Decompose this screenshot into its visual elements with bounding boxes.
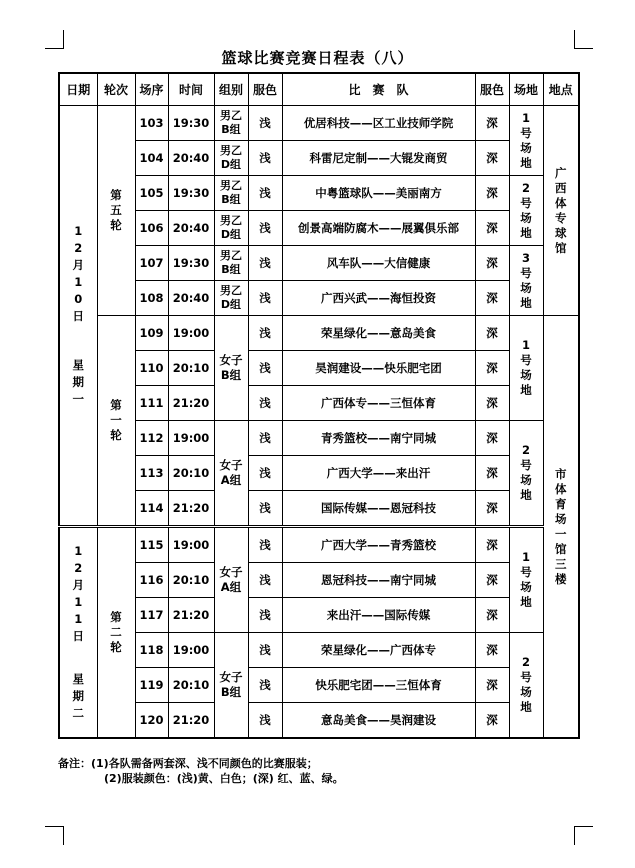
- court-cell: 1号场地: [509, 316, 543, 421]
- matchup: 快乐肥宅团——三恒体育: [282, 668, 475, 703]
- weekday-text: 星 期 二: [72, 672, 84, 720]
- color-away: 深: [475, 281, 509, 316]
- game-no: 120: [135, 703, 168, 739]
- game-no: 119: [135, 668, 168, 703]
- table-row: [59, 598, 579, 633]
- header-venue: 地点: [543, 73, 579, 106]
- matchup: 荣星绿化——广西体专: [282, 633, 475, 668]
- venue-cell: 广西体专球馆: [543, 106, 579, 316]
- color-away: 深: [475, 316, 509, 351]
- game-time: 19:30: [168, 106, 214, 141]
- matchup: 科雷尼定制——大锟发商贸: [282, 141, 475, 176]
- round-cell: 第五轮: [97, 106, 135, 316]
- game-group: 男乙B组: [214, 106, 248, 141]
- schedule-table: [58, 72, 580, 739]
- round-cell: 第二轮: [97, 527, 135, 739]
- game-no: 108: [135, 281, 168, 316]
- game-no: 117: [135, 598, 168, 633]
- court-cell: 1号场地: [509, 527, 543, 633]
- table-row: [59, 563, 579, 598]
- game-time: 20:40: [168, 211, 214, 246]
- crop-mark-bottom-left: [45, 826, 64, 845]
- header-game-no: 场序: [135, 73, 168, 106]
- matchup: 意岛美食——昊润建设: [282, 703, 475, 739]
- game-no: 107: [135, 246, 168, 281]
- game-no: 118: [135, 633, 168, 668]
- matchup: 来出汗——国际传媒: [282, 598, 475, 633]
- color-home: 浅: [248, 386, 282, 421]
- color-home: 浅: [248, 246, 282, 281]
- group-cell: 女子A组: [214, 527, 248, 633]
- color-away: 深: [475, 703, 509, 739]
- game-time: 20:40: [168, 281, 214, 316]
- color-away: 深: [475, 246, 509, 281]
- group-cell: 女子B组: [214, 633, 248, 739]
- color-home: 浅: [248, 141, 282, 176]
- table-row: [59, 633, 579, 668]
- color-home: 浅: [248, 598, 282, 633]
- game-time: 21:20: [168, 491, 214, 527]
- game-group: 男乙D组: [214, 141, 248, 176]
- table-row: [59, 386, 579, 421]
- matchup: 广西大学——来出汗: [282, 456, 475, 491]
- color-home: 浅: [248, 316, 282, 351]
- game-group: 男乙B组: [214, 176, 248, 211]
- table-row: [59, 421, 579, 456]
- table-row: [59, 106, 579, 141]
- game-group: 男乙D组: [214, 281, 248, 316]
- table-row: [59, 491, 579, 527]
- header-time: 时间: [168, 73, 214, 106]
- color-home: 浅: [248, 281, 282, 316]
- court-cell: 1号场地: [509, 106, 543, 176]
- color-away: 深: [475, 176, 509, 211]
- color-away: 深: [475, 633, 509, 668]
- color-home: 浅: [248, 421, 282, 456]
- date-cell: [59, 106, 97, 527]
- game-no: 116: [135, 563, 168, 598]
- matchup: 恩冠科技——南宁同城: [282, 563, 475, 598]
- game-no: 103: [135, 106, 168, 141]
- matchup: 创景高端防腐木——展翼俱乐部: [282, 211, 475, 246]
- color-home: 浅: [248, 527, 282, 563]
- game-no: 112: [135, 421, 168, 456]
- game-no: 115: [135, 527, 168, 563]
- weekday-text: 星 期 一: [72, 358, 84, 406]
- matchup: 青秀篮校——南宁同城: [282, 421, 475, 456]
- color-away: 深: [475, 456, 509, 491]
- game-no: 114: [135, 491, 168, 527]
- color-home: 浅: [248, 563, 282, 598]
- header-court: 场地: [509, 73, 543, 106]
- table-row: [59, 281, 579, 316]
- game-time: 19:00: [168, 421, 214, 456]
- game-time: 19:30: [168, 176, 214, 211]
- game-time: 19:00: [168, 633, 214, 668]
- color-away: 深: [475, 211, 509, 246]
- matchup: 昊润建设——快乐肥宅团: [282, 351, 475, 386]
- court-cell: 2号场地: [509, 421, 543, 527]
- color-home: 浅: [248, 703, 282, 739]
- table-row: [59, 703, 579, 739]
- game-time: 21:20: [168, 598, 214, 633]
- court-cell: 2号场地: [509, 176, 543, 246]
- game-no: 104: [135, 141, 168, 176]
- group-cell: 女子B组: [214, 316, 248, 421]
- matchup: 风车队——大信健康: [282, 246, 475, 281]
- header-group: 组别: [214, 73, 248, 106]
- table-row: [59, 668, 579, 703]
- note-line-2: (2)服装颜色：(浅)黄、白色；(深) 红、蓝、绿。: [104, 772, 344, 785]
- color-home: 浅: [248, 351, 282, 386]
- color-home: 浅: [248, 491, 282, 527]
- color-home: 浅: [248, 456, 282, 491]
- game-no: 110: [135, 351, 168, 386]
- game-time: 20:40: [168, 141, 214, 176]
- date-text: 12 月 10 日: [72, 224, 84, 323]
- table-row: [59, 527, 579, 563]
- color-away: 深: [475, 527, 509, 563]
- header-row: [59, 73, 579, 106]
- color-away: 深: [475, 598, 509, 633]
- matchup: 荣星绿化——意岛美食: [282, 316, 475, 351]
- game-time: 21:20: [168, 386, 214, 421]
- court-cell: 2号场地: [509, 633, 543, 739]
- header-color-home: 服色: [248, 73, 282, 106]
- table-row: [59, 316, 579, 351]
- color-home: 浅: [248, 668, 282, 703]
- game-time: 19:00: [168, 316, 214, 351]
- matchup: 广西大学——青秀篮校: [282, 527, 475, 563]
- game-no: 109: [135, 316, 168, 351]
- table-row: [59, 351, 579, 386]
- game-time: 20:10: [168, 668, 214, 703]
- color-home: 浅: [248, 211, 282, 246]
- venue-cell: 市体育场一馆三楼: [543, 316, 579, 739]
- game-no: 113: [135, 456, 168, 491]
- color-away: 深: [475, 386, 509, 421]
- game-time: 20:10: [168, 456, 214, 491]
- page-title: 篮球比赛竞赛日程表（八）: [221, 49, 414, 67]
- header-round: 轮次: [97, 73, 135, 106]
- table-row: [59, 246, 579, 281]
- crop-mark-bottom-right: [574, 826, 593, 845]
- date-text: 12 月 11 日: [72, 544, 84, 643]
- color-away: 深: [475, 668, 509, 703]
- round-cell: 第一轮: [97, 316, 135, 527]
- color-away: 深: [475, 351, 509, 386]
- date-cell: [59, 527, 97, 739]
- game-group: 男乙D组: [214, 211, 248, 246]
- game-time: 19:00: [168, 527, 214, 563]
- game-no: 105: [135, 176, 168, 211]
- table-row: [59, 211, 579, 246]
- header-date: 日期: [59, 73, 97, 106]
- table-row: [59, 141, 579, 176]
- game-time: 19:30: [168, 246, 214, 281]
- notes: [58, 756, 344, 786]
- header-color-away: 服色: [475, 73, 509, 106]
- game-time: 21:20: [168, 703, 214, 739]
- game-no: 106: [135, 211, 168, 246]
- matchup: 广西兴武——海恒投资: [282, 281, 475, 316]
- matchup: 中粤篮球队——美丽南方: [282, 176, 475, 211]
- game-no: 111: [135, 386, 168, 421]
- color-away: 深: [475, 141, 509, 176]
- group-cell: 女子A组: [214, 421, 248, 527]
- header-teams: 比 赛 队: [282, 73, 475, 106]
- game-group: 男乙B组: [214, 246, 248, 281]
- color-away: 深: [475, 421, 509, 456]
- color-home: 浅: [248, 176, 282, 211]
- color-home: 浅: [248, 633, 282, 668]
- game-time: 20:10: [168, 563, 214, 598]
- note-line-1: 备注：(1)各队需备两套深、浅不同颜色的比赛服装；: [58, 757, 318, 770]
- color-away: 深: [475, 563, 509, 598]
- matchup: 优居科技——区工业技师学院: [282, 106, 475, 141]
- matchup: 国际传媒——恩冠科技: [282, 491, 475, 527]
- color-away: 深: [475, 106, 509, 141]
- color-away: 深: [475, 491, 509, 527]
- matchup: 广西体专——三恒体育: [282, 386, 475, 421]
- table-row: [59, 176, 579, 211]
- table-row: [59, 456, 579, 491]
- color-home: 浅: [248, 106, 282, 141]
- court-cell: 3号场地: [509, 246, 543, 316]
- game-time: 20:10: [168, 351, 214, 386]
